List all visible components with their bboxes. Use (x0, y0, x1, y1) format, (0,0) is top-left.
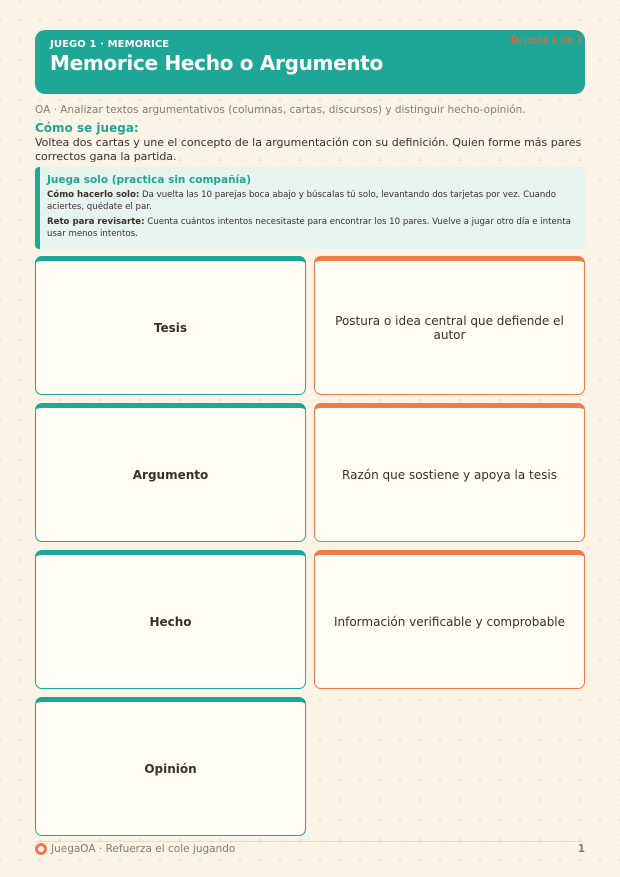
footer-text: JuegaOA · Refuerza el cole jugando (51, 843, 236, 855)
definition-card[interactable]: Postura o idea central que defiende el autor (314, 256, 585, 395)
page-title: Memorice Hecho o Argumento (50, 51, 383, 75)
definition-card[interactable]: Información verificable y comprobable (314, 550, 585, 689)
brand-logo-icon (35, 843, 47, 855)
solo-challenge-text: Cuenta cuántos intentos necesitaste para encontrar los 10 pares. Vuelve a jugar otro día e intenta usar menos intentos. (47, 217, 571, 239)
solo-challenge-paragraph (47, 216, 575, 240)
solo-how-paragraph (47, 189, 575, 213)
concept-card[interactable]: Argumento (35, 403, 306, 542)
how-to-play-title: Cómo se juega: (35, 121, 139, 135)
header-banner (35, 30, 585, 94)
how-to-play-text: Voltea dos cartas y une el concepto de la argumentación con su definición. Quien forme más pares correctos gana la partida. (35, 136, 582, 163)
solo-challenge-label: Reto para revisarte: (47, 217, 145, 227)
card-set-label: Tarjetas 1 de 2 (509, 35, 583, 46)
solo-play-box (35, 167, 585, 249)
page-number: 1 (577, 843, 585, 855)
definition-card[interactable]: Razón que sostiene y apoya la tesis (314, 403, 585, 542)
solo-how-text: Da vuelta las 10 parejas boca abajo y búscalas tú solo, levantando dos tarjetas por vez. Cuando aciertes, quédate el par. (47, 190, 557, 212)
solo-title: Juega solo (practica sin compañía) (47, 174, 251, 186)
solo-how-label: Cómo hacerlo solo: (47, 190, 140, 200)
game-kicker: JUEGO 1 · MEMORICE (50, 39, 170, 50)
learning-objective: OA · Analizar textos argumentativos (columnas, cartas, discursos) y distinguir hecho-opinión. (35, 104, 526, 116)
concept-card[interactable]: Hecho (35, 550, 306, 689)
concept-card[interactable]: Opinión (35, 697, 306, 836)
footer-divider (35, 841, 585, 842)
concept-card[interactable]: Tesis (35, 256, 306, 395)
